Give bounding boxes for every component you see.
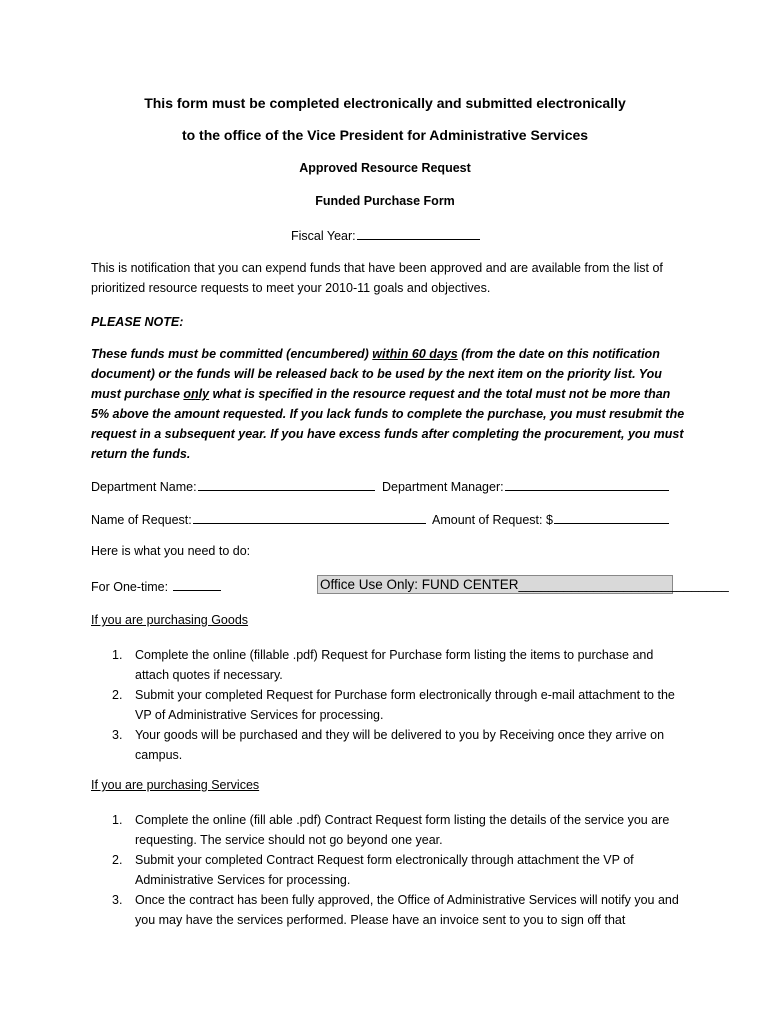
services-step-3-text: Once the contract has been fully approved, the Office of Administrative Services will notify you and you may have the services performed. Please have an invoice sent to you to sign off that [135, 893, 679, 927]
department-name-row [91, 478, 375, 494]
goods-step-3-text: Your goods will be purchased and they will be delivered to you by Receiving once they arrive on campus. [135, 728, 665, 762]
goods-heading: If you are purchasing Goods [91, 613, 249, 627]
department-name-label: Department Name: [91, 480, 197, 494]
note-part-1: These funds must be committed (encumbered) [91, 347, 373, 361]
name-of-request-row [91, 511, 426, 527]
list-item [91, 645, 686, 685]
note-paragraph [91, 344, 686, 464]
goods-step-1-text: Complete the online (fillable .pdf) Request for Purchase form listing the items to purchase and attach quotes if necessary. [135, 648, 654, 682]
note-only: only [183, 387, 210, 401]
please-note-label: PLEASE NOTE: [91, 315, 184, 329]
header-line-2: to the office of the Vice President for Administrative Services [181, 127, 589, 143]
department-manager-row [382, 478, 669, 494]
list-item [91, 810, 686, 850]
fiscal-year-row [291, 227, 480, 243]
header-line-1: This form must be completed electronically and submitted electronically [144, 95, 626, 111]
department-manager-label: Department Manager: [382, 480, 504, 494]
amount-of-request-row [432, 511, 669, 527]
subtitle-funded-purchase-form: Funded Purchase Form [315, 194, 455, 208]
department-manager-field[interactable] [505, 478, 669, 491]
services-step-2-text: Submit your completed Contract Request form electronically through attachment the VP of Administrative Services for processing. [135, 853, 634, 887]
here-is-what-you-need: Here is what you need to do: [91, 544, 251, 558]
list-item [91, 725, 686, 765]
list-item [91, 890, 686, 930]
department-name-field[interactable] [198, 478, 375, 491]
list-item [91, 850, 686, 890]
name-of-request-label: Name of Request: [91, 513, 192, 527]
note-within-60-days: within 60 days [372, 347, 458, 361]
goods-step-1-num: 1. [112, 648, 123, 662]
name-of-request-field[interactable] [193, 511, 426, 524]
amount-of-request-field[interactable] [554, 511, 669, 524]
goods-step-2-num: 2. [112, 688, 123, 702]
goods-step-2-text: Submit your completed Request for Purchase form electronically through e-mail attachment to the VP of Administrative Services for processing. [135, 688, 675, 722]
services-step-2-num: 2. [112, 853, 123, 867]
amount-of-request-label: Amount of Request: $ [432, 513, 553, 527]
intro-paragraph: This is notification that you can expend funds that have been approved and are available from the list of prioritized resource requests to meet your 2010-11 goals and objectives. [91, 261, 663, 295]
office-use-fund-center-field[interactable]: Office Use Only: FUND CENTER____________________________ [317, 575, 673, 594]
services-steps [91, 810, 686, 930]
one-time-field[interactable] [173, 578, 221, 591]
goods-step-3-num: 3. [112, 728, 123, 742]
subtitle-approved-resource-request: Approved Resource Request [299, 161, 471, 175]
goods-steps [91, 645, 686, 765]
one-time-label: For One-time: [91, 580, 169, 594]
services-step-1-text: Complete the online (fill able .pdf) Contract Request form listing the details of the service you are requesting. The service should not go beyond one year. [135, 813, 670, 847]
note-part-5: what is specified in the resource request and the total must not be more than 5% above the amount requested. If you lack funds to complete the purchase, you must resubmit the request in a subsequent year. If you have excess funds after completing the procurement, you must return the funds. [91, 387, 685, 461]
services-heading: If you are purchasing Services [91, 778, 260, 792]
services-step-3-num: 3. [112, 893, 123, 907]
note-part-3: (from the date on this notification document) or the funds will be released back to be used by the next item on the priority list. You must purchase [91, 347, 662, 401]
services-step-1-num: 1. [112, 813, 123, 827]
fiscal-year-label: Fiscal Year: [291, 229, 356, 243]
one-time-row [91, 578, 221, 594]
fiscal-year-field[interactable] [357, 227, 480, 240]
list-item [91, 685, 686, 725]
